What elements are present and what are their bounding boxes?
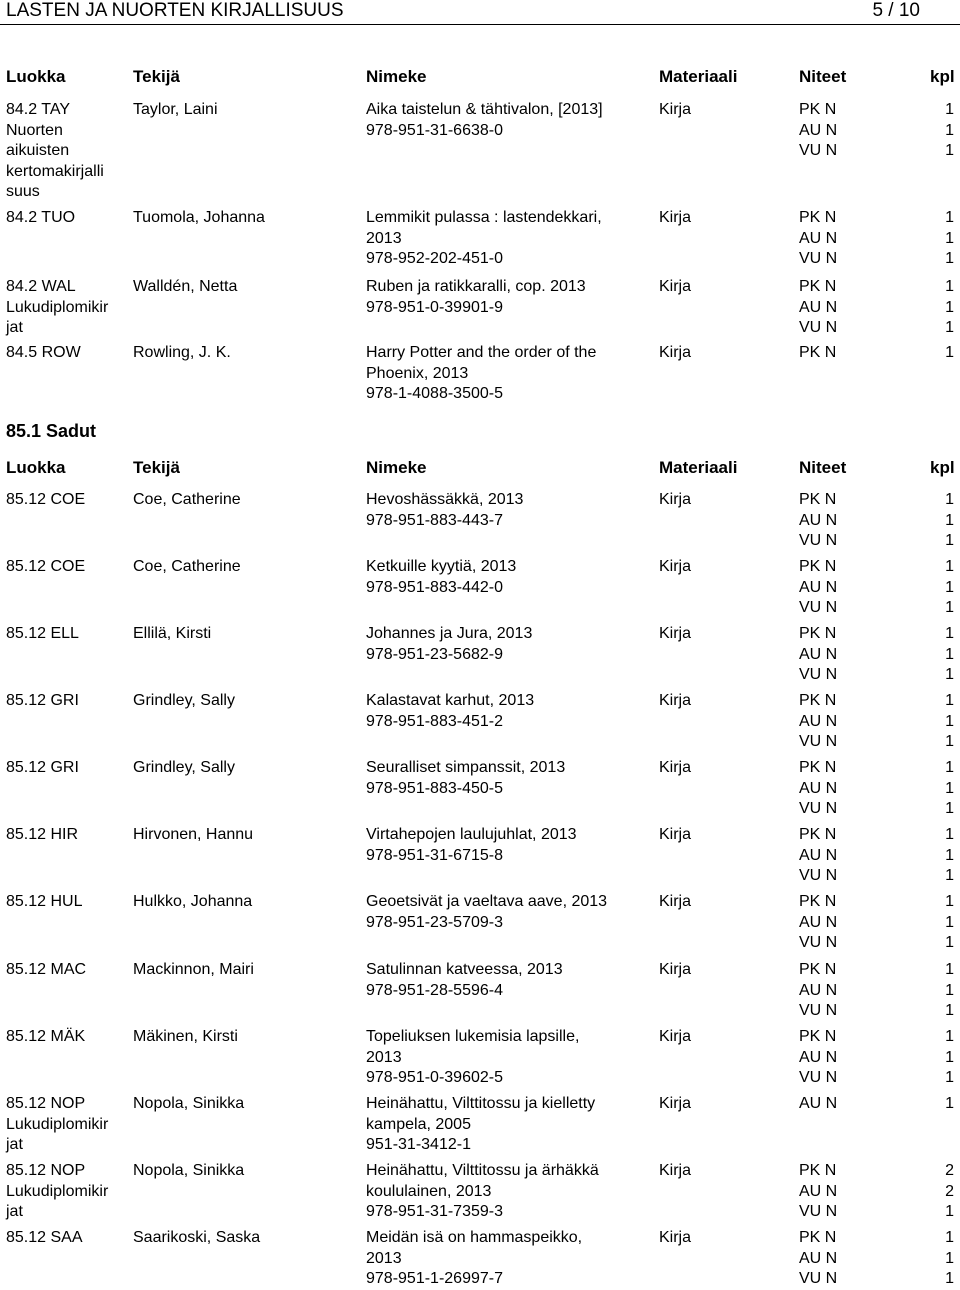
book-nimeke: Virtahepojen laulujuhlat, 2013 978-951-31-6715-8 — [366, 826, 577, 864]
book-luokka: 85.12 NOP Lukudiplomikir jat — [6, 1162, 109, 1220]
book-luokka: 85.12 GRI — [6, 759, 79, 776]
column-header-luokka: Luokka — [6, 458, 66, 477]
book-nimeke: Harry Potter and the order of the Phoenix, 2013 978-1-4088-3500-5 — [366, 344, 597, 402]
book-luokka: 85.12 SAA — [6, 1229, 83, 1246]
book-niteet: PK N AU N VU N — [799, 961, 838, 1019]
book-materiaali: Kirja — [659, 558, 692, 575]
book-nimeke: Ruben ja ratikkaralli, cop. 2013 978-951-0-39901-9 — [366, 278, 586, 316]
book-niteet: PK N AU N VU N — [799, 893, 838, 951]
book-nimeke: Satulinnan katveessa, 2013 978-951-28-5596-4 — [366, 961, 563, 999]
book-niteet: PK N AU N VU N — [799, 625, 838, 683]
book-materiaali: Kirja — [659, 826, 692, 843]
book-nimeke: Seuralliset simpanssit, 2013 978-951-883-450-5 — [366, 759, 566, 797]
book-niteet: PK N AU N VU N — [799, 826, 838, 884]
book-luokka: 85.12 COE — [6, 558, 86, 575]
book-niteet: PK N AU N VU N — [799, 1229, 838, 1287]
book-nimeke: Ketkuille kyytiä, 2013 978-951-883-442-0 — [366, 558, 517, 596]
book-tekija: Walldén, Netta — [133, 278, 238, 295]
column-header-niteet: Niteet — [799, 67, 847, 86]
book-luokka: 84.2 WAL Lukudiplomikir jat — [6, 278, 109, 336]
book-kpl: 1 1 1 — [945, 893, 954, 951]
book-tekija: Rowling, J. K. — [133, 344, 231, 361]
book-kpl: 2 2 1 — [945, 1162, 954, 1220]
book-tekija: Nopola, Sinikka — [133, 1162, 245, 1179]
book-tekija: Hulkko, Johanna — [133, 893, 253, 910]
book-kpl: 1 — [945, 1095, 954, 1112]
column-header-niteet: Niteet — [799, 458, 847, 477]
book-luokka: 85.12 COE — [6, 491, 86, 508]
book-niteet: PK N AU N VU N — [799, 1162, 838, 1220]
book-kpl: 1 1 1 — [945, 961, 954, 1019]
book-kpl: 1 — [945, 344, 954, 361]
book-nimeke: Lemmikit pulassa : lastendekkari, 2013 978-952-202-451-0 — [366, 209, 602, 267]
section-title: 85.1 Sadut — [6, 421, 97, 441]
book-tekija: Tuomola, Johanna — [133, 209, 265, 226]
book-kpl: 1 1 1 — [945, 625, 954, 683]
book-nimeke: Johannes ja Jura, 2013 978-951-23-5682-9 — [366, 625, 533, 663]
book-materiaali: Kirja — [659, 1028, 692, 1045]
book-nimeke: Kalastavat karhut, 2013 978-951-883-451-2 — [366, 692, 535, 730]
book-nimeke: Hevoshässäkkä, 2013 978-951-883-443-7 — [366, 491, 524, 529]
book-tekija: Coe, Catherine — [133, 491, 241, 508]
book-tekija: Taylor, Laini — [133, 101, 218, 118]
column-header-kpl: kpl — [930, 67, 955, 86]
book-kpl: 1 1 1 — [945, 491, 954, 549]
book-tekija: Ellilä, Kirsti — [133, 625, 212, 642]
book-tekija: Mackinnon, Mairi — [133, 961, 254, 978]
book-luokka: 84.2 TUO — [6, 209, 76, 226]
book-niteet: PK N AU N VU N — [799, 1028, 838, 1086]
column-header-row — [0, 458, 960, 480]
book-tekija: Mäkinen, Kirsti — [133, 1028, 238, 1045]
book-niteet: AU N — [799, 1095, 838, 1112]
page-number: 5 / 10 — [872, 0, 920, 21]
book-kpl: 1 1 1 — [945, 1229, 954, 1287]
book-niteet: PK N — [799, 344, 837, 361]
book-kpl: 1 1 1 — [945, 101, 954, 159]
book-kpl: 1 1 1 — [945, 278, 954, 336]
book-niteet: PK N AU N VU N — [799, 209, 838, 267]
book-materiaali: Kirja — [659, 1162, 692, 1179]
book-luokka: 85.12 GRI — [6, 692, 79, 709]
book-tekija: Nopola, Sinikka — [133, 1095, 245, 1112]
book-materiaali: Kirja — [659, 278, 692, 295]
book-niteet: PK N AU N VU N — [799, 278, 838, 336]
book-materiaali: Kirja — [659, 961, 692, 978]
book-niteet: PK N AU N VU N — [799, 101, 838, 159]
book-luokka: 85.12 MAC — [6, 961, 87, 978]
book-materiaali: Kirja — [659, 344, 692, 361]
book-luokka: 85.12 ELL — [6, 625, 79, 642]
book-materiaali: Kirja — [659, 893, 692, 910]
book-nimeke: Meidän isä on hammaspeikko, 2013 978-951-1-26997-7 — [366, 1229, 583, 1287]
book-materiaali: Kirja — [659, 625, 692, 642]
column-header-nimeke: Nimeke — [366, 458, 427, 477]
book-kpl: 1 1 1 — [945, 759, 954, 817]
book-nimeke: Aika taistelun & tähtivalon, [2013] 978-951-31-6638-0 — [366, 101, 603, 139]
book-luokka: 84.5 ROW — [6, 344, 81, 361]
book-materiaali: Kirja — [659, 101, 692, 118]
book-nimeke: Topeliuksen lukemisia lapsille, 2013 978-951-0-39602-5 — [366, 1028, 580, 1086]
book-luokka: 85.12 HUL — [6, 893, 83, 910]
book-kpl: 1 1 1 — [945, 1028, 954, 1086]
book-materiaali: Kirja — [659, 759, 692, 776]
book-niteet: PK N AU N VU N — [799, 759, 838, 817]
book-kpl: 1 1 1 — [945, 209, 954, 267]
book-materiaali: Kirja — [659, 209, 692, 226]
book-luokka: 85.12 NOP Lukudiplomikir jat — [6, 1095, 109, 1153]
book-kpl: 1 1 1 — [945, 692, 954, 750]
page-header — [6, 0, 920, 22]
column-header-materiaali: Materiaali — [659, 458, 738, 477]
book-tekija: Saarikoski, Saska — [133, 1229, 261, 1246]
book-niteet: PK N AU N VU N — [799, 558, 838, 616]
book-kpl: 1 1 1 — [945, 826, 954, 884]
header-rule — [0, 24, 960, 25]
book-luokka: 85.12 MÄK — [6, 1028, 86, 1045]
column-header-luokka: Luokka — [6, 67, 66, 86]
column-header-tekija: Tekijä — [133, 67, 180, 86]
book-kpl: 1 1 1 — [945, 558, 954, 616]
book-tekija: Grindley, Sally — [133, 759, 235, 776]
column-header-row — [0, 67, 960, 89]
book-luokka: 84.2 TAY Nuorten aikuisten kertomakirjalli suus — [6, 101, 104, 200]
book-tekija: Coe, Catherine — [133, 558, 241, 575]
column-header-nimeke: Nimeke — [366, 67, 427, 86]
document-title: LASTEN JA NUORTEN KIRJALLISUUS — [6, 0, 344, 21]
book-materiaali: Kirja — [659, 1095, 692, 1112]
book-nimeke: Heinähattu, Vilttitossu ja ärhäkkä koululainen, 2013 978-951-31-7359-3 — [366, 1162, 599, 1220]
book-tekija: Grindley, Sally — [133, 692, 235, 709]
column-header-materiaali: Materiaali — [659, 67, 738, 86]
book-materiaali: Kirja — [659, 1229, 692, 1246]
column-header-kpl: kpl — [930, 458, 955, 477]
book-niteet: PK N AU N VU N — [799, 692, 838, 750]
book-tekija: Hirvonen, Hannu — [133, 826, 254, 843]
book-materiaali: Kirja — [659, 491, 692, 508]
book-niteet: PK N AU N VU N — [799, 491, 838, 549]
book-luokka: 85.12 HIR — [6, 826, 79, 843]
book-materiaali: Kirja — [659, 692, 692, 709]
book-nimeke: Geoetsivät ja vaeltava aave, 2013 978-951-23-5709-3 — [366, 893, 608, 931]
column-header-tekija: Tekijä — [133, 458, 180, 477]
book-nimeke: Heinähattu, Vilttitossu ja kielletty kampela, 2005 951-31-3412-1 — [366, 1095, 596, 1153]
